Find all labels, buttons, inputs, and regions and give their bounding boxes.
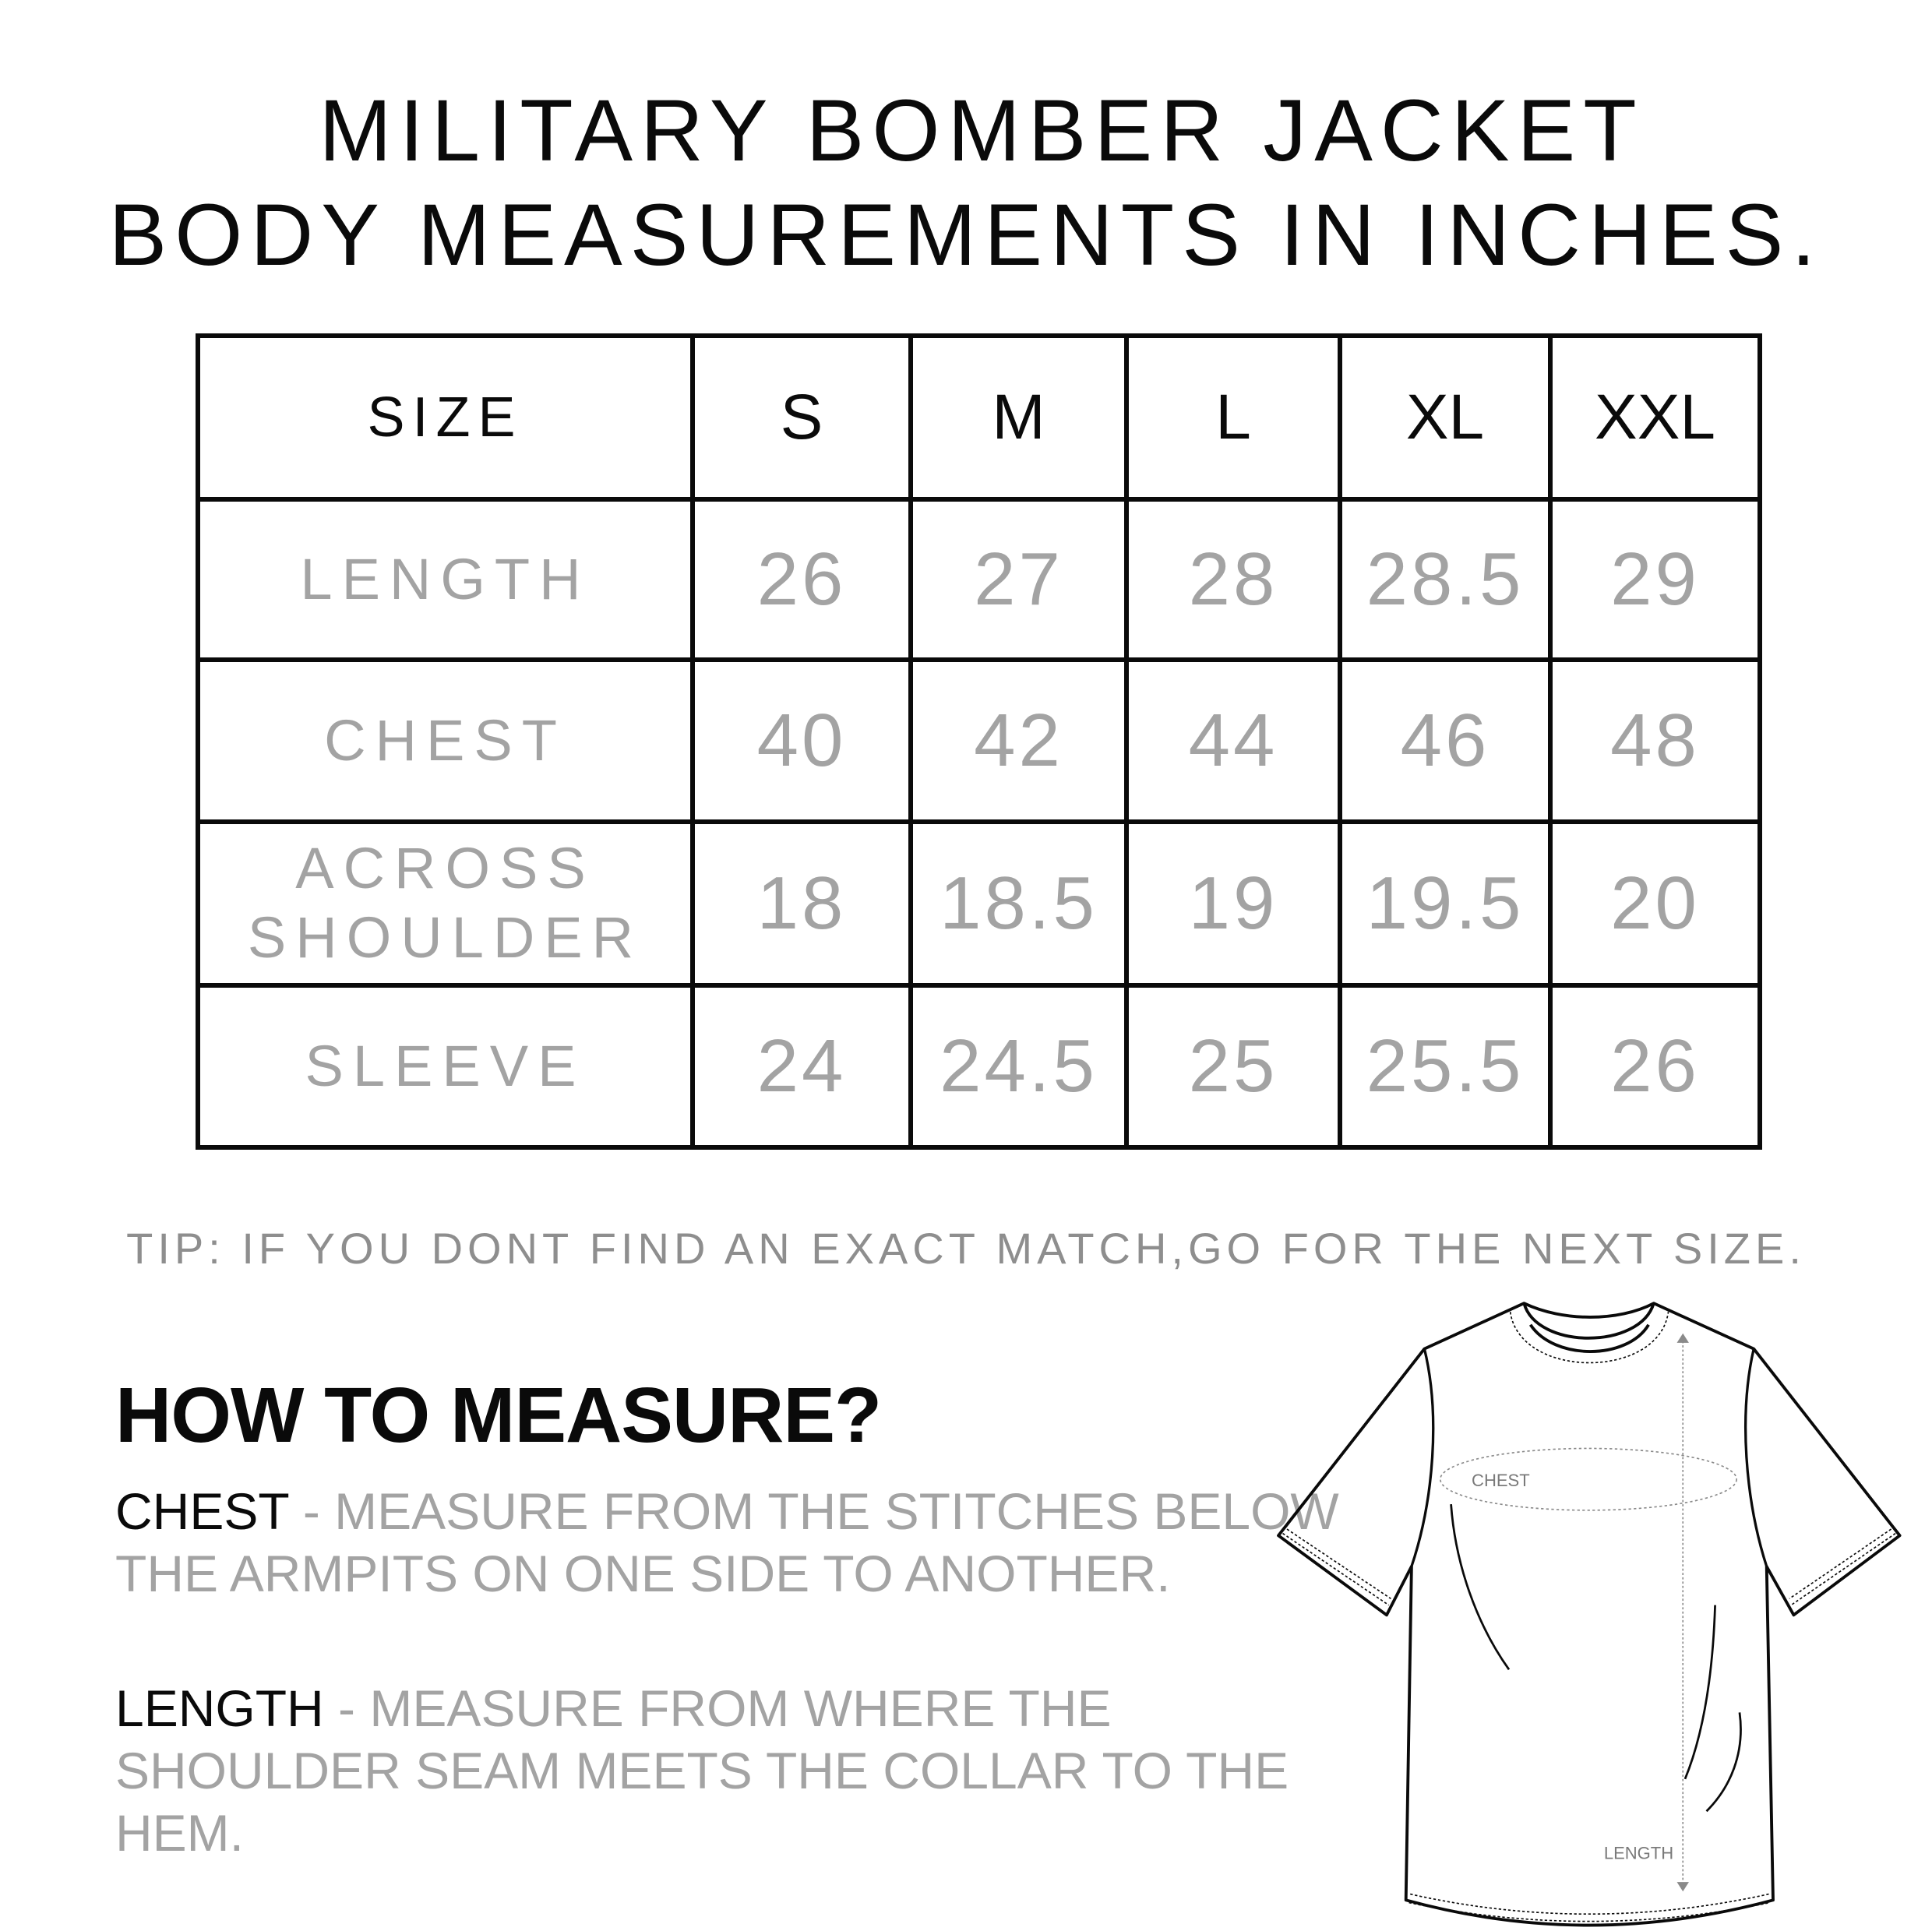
header-size: SIZE bbox=[198, 336, 693, 499]
cell: 26 bbox=[693, 499, 911, 660]
header-xl: XL bbox=[1340, 336, 1550, 499]
row-label-line: ACROSS bbox=[295, 836, 595, 901]
cell: 28.5 bbox=[1340, 499, 1550, 660]
chest-key: CHEST bbox=[115, 1482, 289, 1540]
cell: 18 bbox=[693, 822, 911, 985]
header-xxl: XXL bbox=[1550, 336, 1760, 499]
cell: 25 bbox=[1126, 985, 1340, 1147]
title-line-2: BODY MEASUREMENTS IN INCHES. bbox=[108, 186, 1824, 284]
row-label: CHEST bbox=[198, 660, 693, 822]
tip-text: TIP: IF YOU DONT FIND AN EXACT MATCH,GO FOR THE NEXT SIZE. bbox=[126, 1224, 1806, 1273]
cell: 29 bbox=[1550, 499, 1760, 660]
cell: 24.5 bbox=[911, 985, 1126, 1147]
cell: 19.5 bbox=[1340, 822, 1550, 985]
header-s: S bbox=[693, 336, 911, 499]
cell: 46 bbox=[1340, 660, 1550, 822]
row-label: LENGTH bbox=[198, 499, 693, 660]
size-chart-table bbox=[196, 333, 1762, 1150]
chest-instruction bbox=[115, 1480, 1346, 1605]
table-row-sleeve bbox=[198, 985, 1760, 1147]
cell: 19 bbox=[1126, 822, 1340, 985]
row-label-line: SHOULDER bbox=[247, 905, 643, 970]
cell: 40 bbox=[693, 660, 911, 822]
cell: 18.5 bbox=[911, 822, 1126, 985]
table-row-across-shoulder bbox=[198, 822, 1760, 985]
table-row-chest bbox=[198, 660, 1760, 822]
header-m: M bbox=[911, 336, 1126, 499]
length-description: - MEASURE FROM WHERE THE SHOULDER SEAM MEETS THE COLLAR TO THE HEM. bbox=[115, 1679, 1289, 1862]
cell: 26 bbox=[1550, 985, 1760, 1147]
title-line-1: MILITARY BOMBER JACKET bbox=[319, 82, 1645, 179]
row-label bbox=[198, 822, 693, 985]
cell: 48 bbox=[1550, 660, 1760, 822]
cell: 42 bbox=[911, 660, 1126, 822]
how-to-measure-heading: HOW TO MEASURE? bbox=[115, 1372, 882, 1459]
cell: 28 bbox=[1126, 499, 1340, 660]
cell: 27 bbox=[911, 499, 1126, 660]
row-label: SLEEVE bbox=[198, 985, 693, 1147]
table-header-row bbox=[198, 336, 1760, 499]
cell: 25.5 bbox=[1340, 985, 1550, 1147]
length-diagram-label: LENGTH bbox=[1603, 1843, 1674, 1863]
table-row-length bbox=[198, 499, 1760, 660]
chest-description: - MEASURE FROM THE STITCHES BELOW THE ARMPITS ON ONE SIDE TO ANOTHER. bbox=[115, 1482, 1339, 1602]
cell: 44 bbox=[1126, 660, 1340, 822]
cell: 20 bbox=[1550, 822, 1760, 985]
length-instruction bbox=[115, 1677, 1346, 1864]
chest-diagram-label: CHEST bbox=[1472, 1470, 1530, 1490]
length-key: LENGTH bbox=[115, 1679, 324, 1737]
tshirt-diagram-icon bbox=[1262, 1285, 1932, 1931]
cell: 24 bbox=[693, 985, 911, 1147]
header-l: L bbox=[1126, 336, 1340, 499]
